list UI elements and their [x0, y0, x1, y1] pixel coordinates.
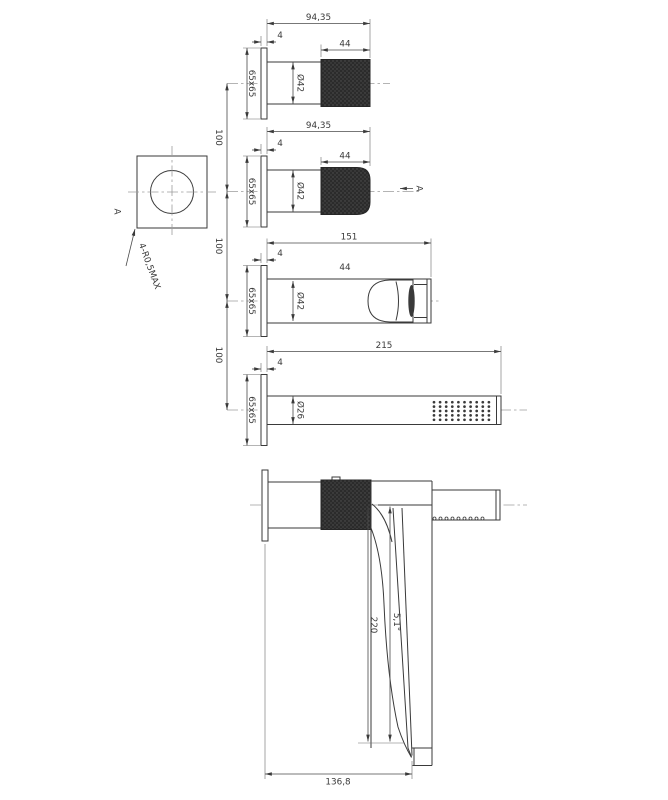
dim-label-total-length: 215 [375, 341, 393, 351]
corner-radius-leader [126, 229, 135, 266]
handle-front-edge-outer [402, 508, 412, 756]
handle-neck-curve-upper [372, 504, 392, 542]
dim-label-handle-drop: 220 [368, 616, 378, 634]
dim-label-diameter: Ø42 [294, 73, 305, 93]
handle-back-curve [371, 528, 412, 758]
dim-label-spacing-3: 100 [213, 346, 223, 364]
spout-tube [267, 279, 431, 323]
dim-label-escutcheon: 65x65 [246, 396, 256, 424]
handshower-side-view [227, 341, 527, 446]
docked-handshower [432, 490, 500, 520]
wall-plate [261, 156, 267, 227]
dim-label-total-length: 94,35 [305, 13, 332, 23]
handle-foot [412, 748, 432, 766]
dim-label-total-length: 94,35 [305, 121, 332, 131]
wall-plate [261, 375, 267, 446]
dim-label-plate-thickness: 4 [277, 249, 283, 259]
handshower-nozzle-dots [433, 517, 484, 520]
dim-label-escutcheon: 65x65 [246, 177, 256, 206]
dim-label-handle-angle: 5,1° [391, 612, 401, 632]
dim-label-plate-thickness: 4 [277, 139, 283, 149]
knurled-knob [321, 60, 370, 107]
body-tube [267, 62, 321, 104]
dim-label-knurl-length: 44 [339, 39, 351, 50]
dim-label-diameter: Ø26 [294, 400, 305, 420]
dim-label-plate-thickness: 4 [277, 358, 283, 368]
handle-front-edge-inner [393, 508, 412, 757]
dim-label-spacing-2: 100 [213, 237, 223, 255]
knob-side-view-top [227, 13, 390, 119]
dim-label-spacing-1: 100 [213, 129, 223, 146]
corner-radius-note: 4-R0,5MAX [135, 241, 162, 291]
spacing-dimension-chain [213, 84, 227, 411]
wall-plate [262, 470, 268, 541]
wall-plate [261, 266, 267, 337]
dim-label-diameter: Ø42 [294, 291, 305, 311]
dim-label-escutcheon: 65x65 [246, 69, 256, 98]
dim-label-reach: 136,8 [325, 777, 351, 788]
section-label: A [413, 185, 424, 192]
dim-label-escutcheon: 65x65 [246, 287, 256, 315]
section-label: A [111, 208, 122, 215]
dim-label-knurl-length: 44 [339, 151, 351, 162]
dim-label-total-length: 151 [340, 232, 358, 243]
dim-label-diameter: Ø42 [294, 181, 305, 201]
assembly-side-view [250, 470, 527, 788]
body-tube [267, 170, 321, 212]
aerator-outlet [408, 285, 414, 317]
dim-label-body-length: 44 [339, 263, 351, 273]
escutcheon-front-view [112, 146, 217, 291]
knob-side-view-second [227, 121, 424, 227]
knurled-knob [321, 168, 370, 215]
dim-label-plate-thickness: 4 [277, 31, 283, 41]
wall-plate [261, 48, 267, 119]
spout-side-view [227, 233, 440, 337]
knurled-collar [321, 480, 371, 530]
